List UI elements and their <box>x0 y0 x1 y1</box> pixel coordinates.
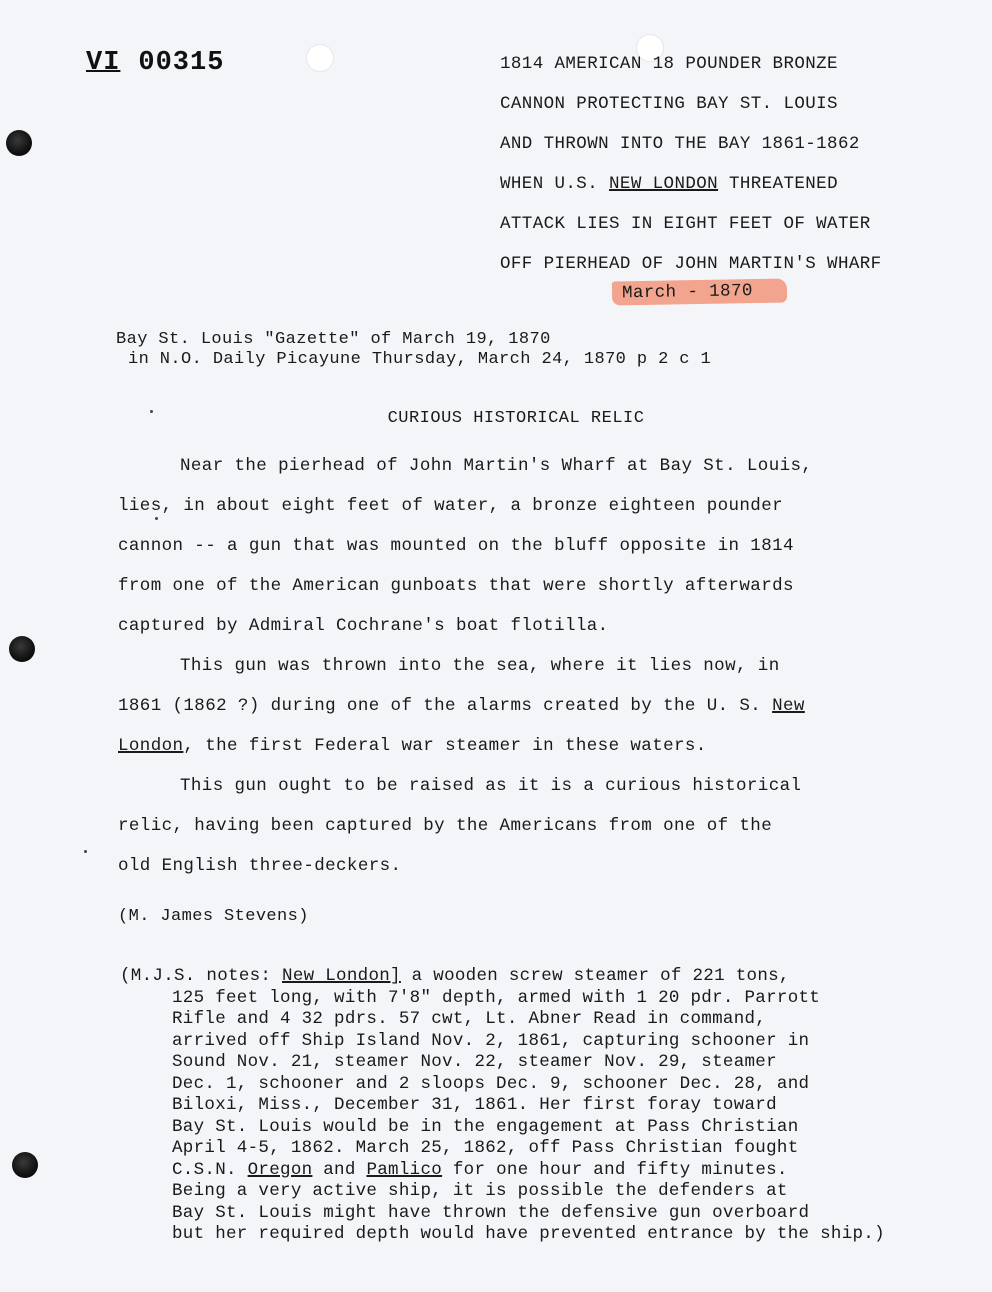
summary-line-head: WHEN U.S. <box>500 174 610 194</box>
notes-line: Bay St. Louis would be in the engagement at Pass Christian <box>172 1116 799 1137</box>
notes-ship-name: New London] <box>282 966 401 986</box>
punch-hole-white-left <box>306 44 334 72</box>
body-line: lies, in about eight feet of water, a bronze eighteen pounder <box>118 496 784 516</box>
body-line: from one of the American gunboats that were shortly afterwards <box>118 576 794 596</box>
document-id-number: 00315 <box>138 48 225 78</box>
punch-hole-top <box>6 130 32 156</box>
document-id-roman: VI <box>86 48 121 78</box>
notes-line: Dec. 1, schooner and 2 sloops Dec. 9, schooner Dec. 28, and <box>172 1073 810 1094</box>
highlighted-date: March - 1870 <box>612 278 787 305</box>
editor-notes <box>120 966 980 1246</box>
summary-line: AND THROWN INTO THE BAY 1861-1862 <box>500 134 860 154</box>
summary-line: ATTACK LIES IN EIGHT FEET OF WATER <box>500 214 871 234</box>
summary-ship-name: NEW LONDON <box>609 174 719 194</box>
summary-line: 1814 AMERICAN 18 POUNDER BRONZE <box>500 54 838 74</box>
article-body <box>118 446 898 886</box>
body-line: Near the pierhead of John Martin's Wharf at Bay St. Louis, <box>180 456 813 476</box>
body-line <box>118 726 898 766</box>
notes-text: C.S.N. <box>172 1159 248 1180</box>
notes-line: Sound Nov. 21, steamer Nov. 22, steamer Nov. 29, steamer <box>172 1052 777 1072</box>
punch-hole-bottom <box>12 1152 38 1178</box>
notes-line: Rifle and 4 32 pdrs. 57 cwt, Lt. Abner Read in command, <box>172 1009 767 1029</box>
speck <box>84 850 87 853</box>
notes-line <box>120 1160 980 1182</box>
ship-name-new: New <box>772 696 805 716</box>
body-line: This gun ought to be raised as it is a curious historical <box>180 776 802 796</box>
ship-name-london: London <box>118 736 184 756</box>
document-id <box>86 48 224 78</box>
body-line: cannon -- a gun that was mounted on the bluff opposite in 1814 <box>118 536 794 556</box>
source-line-2: in N.O. Daily Picayune Thursday, March 24, 1870 p 2 c 1 <box>128 350 712 369</box>
notes-line-tail: a wooden screw steamer of 221 tons, <box>400 966 790 986</box>
notes-line <box>120 966 980 988</box>
source-line-1: Bay St. Louis "Gazette" of March 19, 1870 <box>116 330 551 349</box>
source-citation <box>116 330 711 370</box>
notes-text: and <box>312 1159 367 1180</box>
body-line <box>118 686 898 726</box>
summary-line <box>500 164 940 204</box>
notes-line: Biloxi, Miss., December 31, 1861. Her first foray toward <box>172 1095 777 1115</box>
notes-line: Bay St. Louis might have thrown the defensive gun overboard <box>172 1202 810 1223</box>
notes-line: arrived off Ship Island Nov. 2, 1861, capturing schooner in <box>172 1030 810 1051</box>
summary-line: CANNON PROTECTING BAY ST. LOUIS <box>500 94 838 114</box>
notes-prefix: (M.J.S. notes: <box>120 966 283 986</box>
ship-name-oregon: Oregon <box>247 1159 313 1180</box>
body-line-text: 1861 (1862 ?) during one of the alarms created by the U. S. <box>118 696 773 716</box>
author-signature: (M. James Stevens) <box>118 907 309 926</box>
summary-line: OFF PIERHEAD OF JOHN MARTIN'S WHARF <box>500 254 882 274</box>
ship-name-pamlico: Pamlico <box>366 1159 443 1180</box>
body-line: old English three-deckers. <box>118 856 402 876</box>
article-headline: CURIOUS HISTORICAL RELIC <box>387 409 645 428</box>
notes-line: Being a very active ship, it is possible the defenders at <box>172 1181 788 1201</box>
body-line: captured by Admiral Cochrane's boat flotilla. <box>118 616 609 636</box>
body-line-text: , the first Federal war steamer in these waters. <box>183 736 707 756</box>
notes-line: 125 feet long, with 7'8" depth, armed with 1 20 pdr. Parrott <box>172 987 821 1008</box>
punch-hole-middle <box>9 636 35 662</box>
notes-line: but her required depth would have prevented entrance by the ship.) <box>172 1224 885 1244</box>
summary-line-tail: THREATENED <box>718 174 838 194</box>
notes-line: April 4-5, 1862. March 25, 1862, off Pass Christian fought <box>172 1138 799 1158</box>
notes-text: for one hour and fifty minutes. <box>442 1159 788 1180</box>
body-line: This gun was thrown into the sea, where it lies now, in <box>180 656 780 676</box>
summary-block <box>500 44 940 284</box>
body-line: relic, having been captured by the Americans from one of the <box>118 816 773 836</box>
